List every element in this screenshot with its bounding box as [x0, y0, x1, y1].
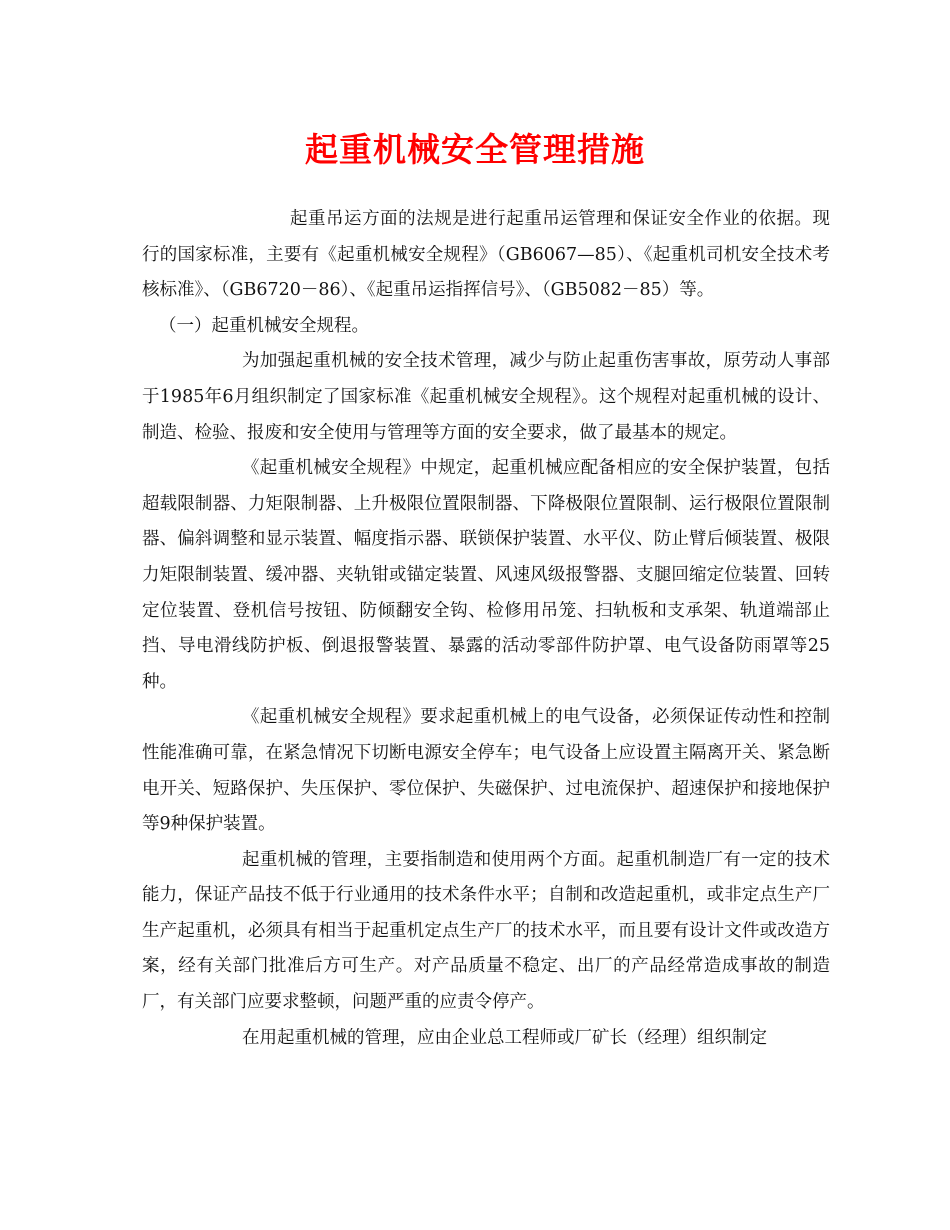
paragraph-safety-devices: 《起重机械安全规程》中规定，起重机械应配备相应的安全保护装置，包括超载限制器、力矩限制器、上升极限位置限制器、下降极限位置限制、运行极限位置限制器、偏斜调整和显示装置、幅度指示器、联锁保护装置、水平仪、防止臂后倾装置、极限力矩限制装置、缓冲器、夹轨钳或锚定装置、风速风级报警器、支腿回缩定位装置、回转定位装置、登机信号按钮、防倾翻安全钩、检修用吊笼、扫轨板和支承架、轨道端部止挡、导电滑线防护板、倒退报警装置、暴露的活动零部件防护罩、电气设备防雨罩等25种。 — [142, 458, 830, 692]
page-title: 起重机械安全管理措施 — [305, 130, 645, 169]
paragraph-in-use-management: 在用起重机械的管理，应由企业总工程师或厂矿长（经理）组织制定 — [242, 1027, 767, 1048]
paragraph-electrical-protection: 《起重机械安全规程》要求起重机械上的电气设备，必须保证传动性和控制性能准确可靠，在紧急情况下切断电源安全停车；电气设备上应设置主隔离开关、紧急断电开关、短路保护、失压保护、零位保护、失磁保护、过电流保护、超速保护和接地保护等9种保护装置。 — [142, 707, 830, 835]
paragraph-regulations-intro: 起重吊运方面的法规是进行起重吊运管理和保证安全作业的依据。现行的国家标准，主要有《起重机械安全规程》（GB6067—85）、《起重机司机安全技术考核标准》、（GB6720－86）、《起重吊运指挥信号》、（GB5082－85）等。 — [142, 209, 830, 301]
section-heading-1: （一）起重机械安全规程。 — [159, 315, 369, 336]
paragraph-standard-origin: 为加强起重机械的安全技术管理，减少与防止起重伤害事故，原劳动人事部于1985年6月组织制定了国家标准《起重机械安全规程》。这个规程对起重机械的设计、制造、检验、报废和安全使用与管理等方面的安全要求，做了最基本的规定。 — [142, 351, 830, 443]
paragraph-manufacturing-management: 起重机械的管理，主要指制造和使用两个方面。起重机制造厂有一定的技术能力，保证产品技不低于行业通用的技术条件水平；自制和改造起重机，或非定点生产厂生产起重机，必须具有相当于起重机定点生产厂的技术水平，而且要有设计文件或改造方案，经有关部门批准后方可生产。对产品质量不稳定、出厂的产品经常造成事故的制造厂，有关部门应要求整顿，问题严重的应责令停产。 — [142, 849, 830, 1013]
document-body — [142, 202, 830, 1056]
